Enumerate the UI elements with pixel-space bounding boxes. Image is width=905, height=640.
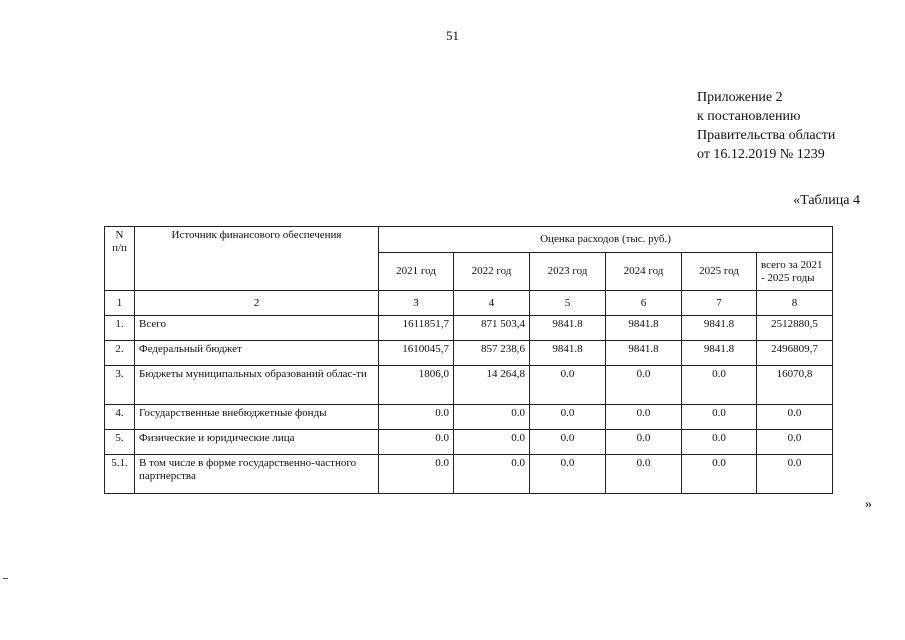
row-value: 0.0: [530, 366, 606, 405]
row-value: 0.0: [379, 405, 454, 430]
column-number: 2: [135, 291, 379, 316]
header-year: всего за 2021 - 2025 годы: [757, 253, 833, 291]
margin-mark: [3, 578, 8, 579]
column-number: 6: [606, 291, 682, 316]
table-row: [105, 405, 833, 430]
row-value: 0.0: [530, 455, 606, 494]
appendix-reference: [697, 88, 835, 164]
row-value: 0.0: [606, 455, 682, 494]
row-source: Федеральный бюджет: [135, 341, 379, 366]
table-body: [105, 291, 833, 494]
row-value: 9841.8: [606, 316, 682, 341]
page-number: 51: [446, 28, 459, 43]
header-year: 2022 год: [454, 253, 530, 291]
table-row: [105, 341, 833, 366]
row-value: 2496809,7: [757, 341, 833, 366]
row-value: 0.0: [682, 455, 757, 494]
appendix-line: к постановлению: [697, 109, 801, 124]
column-number: 5: [530, 291, 606, 316]
row-value: 9841.8: [682, 341, 757, 366]
row-value: 0.0: [757, 455, 833, 494]
row-value: 0.0: [757, 405, 833, 430]
row-value: 9841.8: [530, 341, 606, 366]
header-year: 2024 год: [606, 253, 682, 291]
row-source: Государственные внебюджетные фонды: [135, 405, 379, 430]
row-value: 857 238,6: [454, 341, 530, 366]
appendix-line: Правительства области: [697, 128, 836, 143]
row-value: 0.0: [379, 430, 454, 455]
row-value: 0.0: [530, 430, 606, 455]
row-value: 0.0: [682, 366, 757, 405]
column-numbers-row: [105, 291, 833, 316]
row-value: 1611851,7: [379, 316, 454, 341]
header-year: 2025 год: [682, 253, 757, 291]
row-value: 871 503,4: [454, 316, 530, 341]
appendix-line: от 16.12.2019 № 1239: [697, 147, 825, 162]
row-value: 16070,8: [757, 366, 833, 405]
row-number: 4.: [105, 405, 135, 430]
column-number: 7: [682, 291, 757, 316]
column-number: 4: [454, 291, 530, 316]
header-year: 2021 год: [379, 253, 454, 291]
row-value: 0.0: [606, 366, 682, 405]
row-value: 9841.8: [530, 316, 606, 341]
row-number: 1.: [105, 316, 135, 341]
table-row: [105, 455, 833, 494]
header-source: Источник финансового обеспечения: [135, 227, 379, 291]
row-source: В том числе в форме государственно-частного партнерства: [135, 455, 379, 494]
financing-table: [104, 226, 833, 494]
row-value: 0.0: [606, 405, 682, 430]
row-source: Всего: [135, 316, 379, 341]
row-value: 0.0: [454, 430, 530, 455]
row-value: 0.0: [379, 455, 454, 494]
column-number: 1: [105, 291, 135, 316]
row-value: 9841.8: [606, 341, 682, 366]
row-value: 9841.8: [682, 316, 757, 341]
row-number: 2.: [105, 341, 135, 366]
row-value: 2512880,5: [757, 316, 833, 341]
header-num-text: N п/п: [112, 229, 127, 254]
row-value: 0.0: [682, 430, 757, 455]
row-value: 1610045,7: [379, 341, 454, 366]
row-number: 3.: [105, 366, 135, 405]
table-caption: «Таблица 4: [793, 193, 860, 208]
row-value: 0.0: [454, 405, 530, 430]
column-number: 3: [379, 291, 454, 316]
row-number: 5.: [105, 430, 135, 455]
row-value: 0.0: [530, 405, 606, 430]
row-value: 1806,0: [379, 366, 454, 405]
row-source: Бюджеты муниципальных образований облас-ти: [135, 366, 379, 405]
header-year: 2023 год: [530, 253, 606, 291]
row-value: 0.0: [682, 405, 757, 430]
header-row-number: [105, 227, 135, 291]
closing-quote: »: [865, 497, 872, 512]
appendix-line: Приложение 2: [697, 90, 783, 105]
row-value: 0.0: [454, 455, 530, 494]
row-source: Физические и юридические лица: [135, 430, 379, 455]
column-number: 8: [757, 291, 833, 316]
row-value: 0.0: [606, 430, 682, 455]
table-row: [105, 316, 833, 341]
row-value: 14 264,8: [454, 366, 530, 405]
row-number: 5.1.: [105, 455, 135, 494]
table-row: [105, 430, 833, 455]
row-value: 0.0: [757, 430, 833, 455]
table-row: [105, 366, 833, 405]
header-estimate: Оценка расходов (тыс. руб.): [379, 227, 833, 253]
